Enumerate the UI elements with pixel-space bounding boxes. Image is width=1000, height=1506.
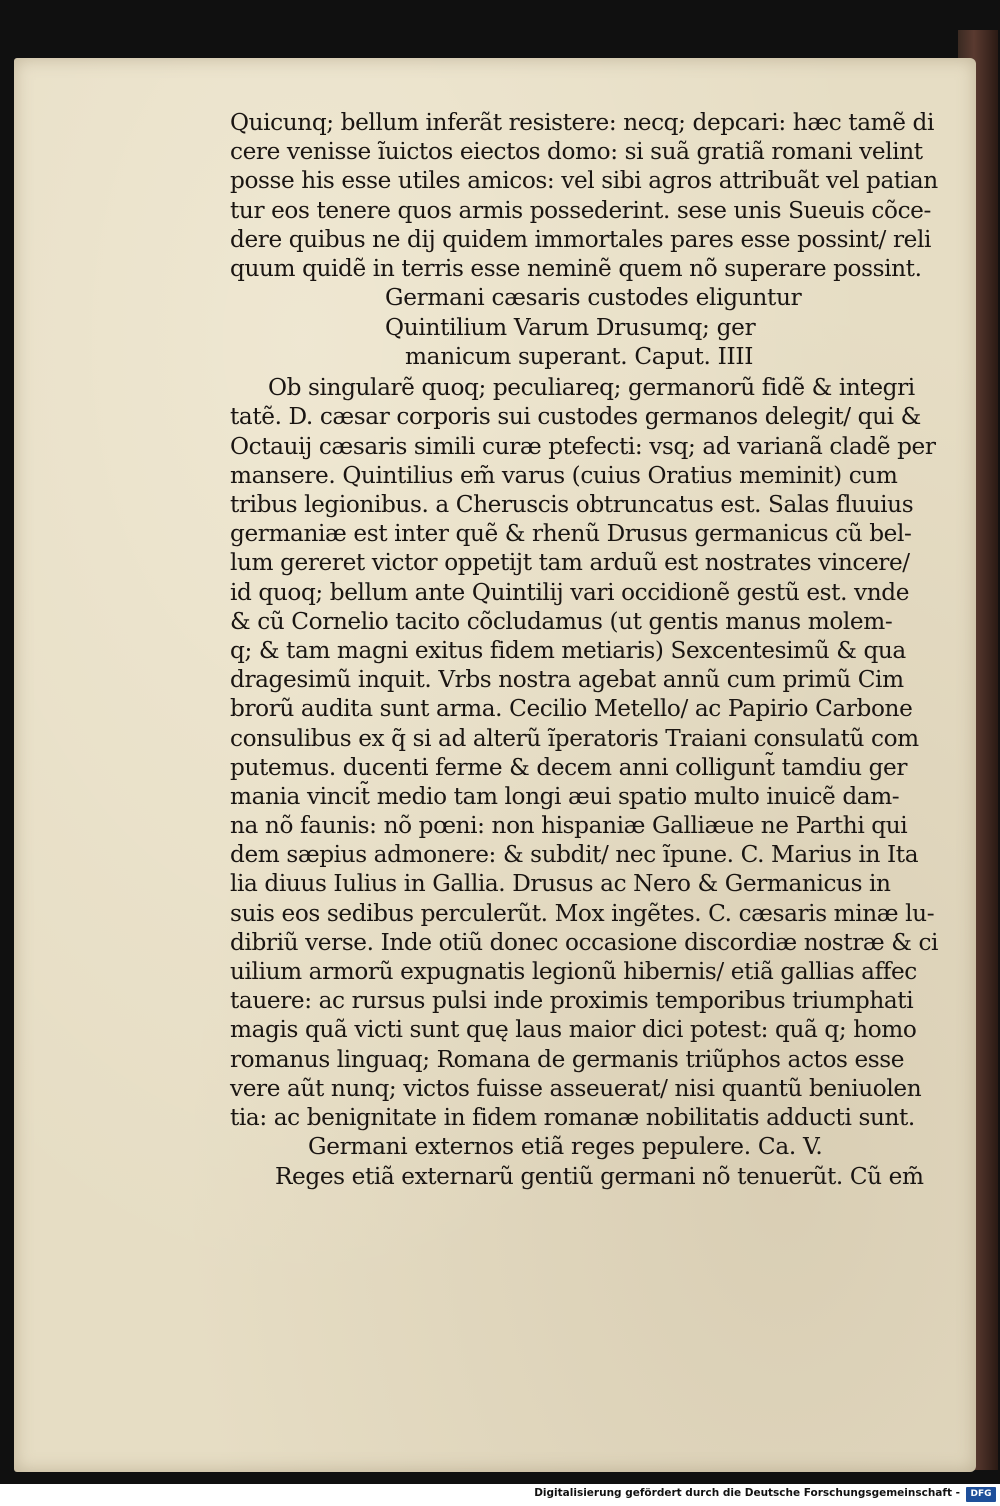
text-line: lia diuus Iulius in Gallia. Drusus ac Nero & Germanicus in [230,870,891,898]
text-line: posse his esse utiles amicos: vel sibi agros attribuãt vel patian [230,167,938,195]
text-line: Ob singularẽ quoq; peculiareq; germanorũ fidẽ & integri [268,374,915,402]
text-line: consulibus ex q̃ si ad alterũ ĩperatoris Traiani consulatũ com [230,724,919,752]
text-line: vere aũt nunq; victos fuisse asseuerat/ nisi quantũ beniuolen [230,1074,922,1102]
text-line: putemus. ducenti ferme & decem anni colligunt̃ tamdiu ger [230,753,908,781]
text-line: magis quã victi sunt quę laus maior dici potest: quã q; homo [230,1016,917,1044]
text-line: Octauij cæsaris simili curæ ptefecti: vsq; ad varianã cladẽ per [230,432,936,460]
text-line: mania vincit̃ medio tam longi æui spatio multo inuicẽ dam- [230,782,900,810]
text-line: & cũ Cornelio tacito cõcludamus (ut gentis manus molem- [230,607,893,635]
text-line: id quoq; bellum ante Quintilij vari occidionẽ gestũ est. vnde [230,578,910,606]
text-line: na nõ faunis: nõ pœni: non hispaniæ Galliæue ne Parthi qui [230,812,908,840]
text-line: tauere: ac rursus pulsi inde proximis temporibus triumphati [230,987,914,1015]
text-line: tatẽ. D. cæsar corporis sui custodes germanos delegit/ qui & [230,403,921,431]
text-line: brorũ audita sunt arma. Cecilio Metello/ ac Papirio Carbone [230,695,913,723]
text-line: dibriũ verse. Inde otiũ donec occasione discordiæ nostræ & ci [230,928,939,956]
footer-credit: Digitalisierung gefördert durch die Deutsche Forschungsgemeinschaft - [534,1487,960,1499]
digitization-footer [0,1484,1000,1506]
text-line: quum quidẽ in terris esse neminẽ quem nõ superare possint. [230,254,922,282]
text-line: cere venisse ĩuictos eiectos domo: si suã gratiã romani velint [230,138,923,166]
dfg-logo-icon: DFG [966,1487,996,1502]
page-text [230,108,940,1191]
chapter-heading-line: manicum superant. Caput. IIII [405,342,754,370]
text-line: tur eos tenere quos armis possederint. sese unis Sueuis cõce- [230,196,931,224]
chapter-heading-line: Quintilium Varum Drusumq; ger [385,313,756,341]
text-line: dem sæpius admonere: & subdit/ nec ĩpune. C. Marius in Ita [230,841,919,869]
text-line: romanus linguaq; Romana de germanis triũphos actos esse [230,1045,905,1073]
text-line: tia: ac benignitate in fidem romanæ nobilitatis adducti sunt. [230,1103,915,1131]
text-line: suis eos sedibus perculerũt. Mox ingẽtes. C. cæsaris minæ lu- [230,899,935,927]
text-line: tribus legionibus. a Cheruscis obtruncatus est. Salas fluuius [230,491,914,519]
text-line: germaniæ est inter quẽ & rhenũ Drusus germanicus cũ bel- [230,520,912,548]
text-line: q; & tam magni exitus fidem metiaris) Sexcentesimũ & qua [230,636,906,664]
text-line: Reges etiã externarũ gentiũ germani nõ tenuerũt. Cũ em̃ [275,1162,924,1190]
text-line: lum gereret victor oppetijt tam arduũ est nostrates vincere/ [230,549,910,577]
text-line: Quicunq; bellum inferãt resistere: necq; depcari: hæc tamẽ di [230,109,934,136]
text-line: mansere. Quintilius em̃ varus (cuius Oratius meminit) cum [230,461,898,489]
chapter-heading-line: Germani cæsaris custodes eliguntur [385,284,802,312]
chapter-heading-line: Germani externos etiã reges pepulere. Ca. V. [308,1133,823,1161]
text-line: dragesimũ inquit. Vrbs nostra agebat annũ cum primũ Cim [230,666,904,694]
text-line: dere quibus ne dij quidem immortales pares esse possint/ reli [230,225,931,253]
text-line: uilium armorũ expugnatis legionũ hibernis/ etiã gallias affec [230,958,917,986]
